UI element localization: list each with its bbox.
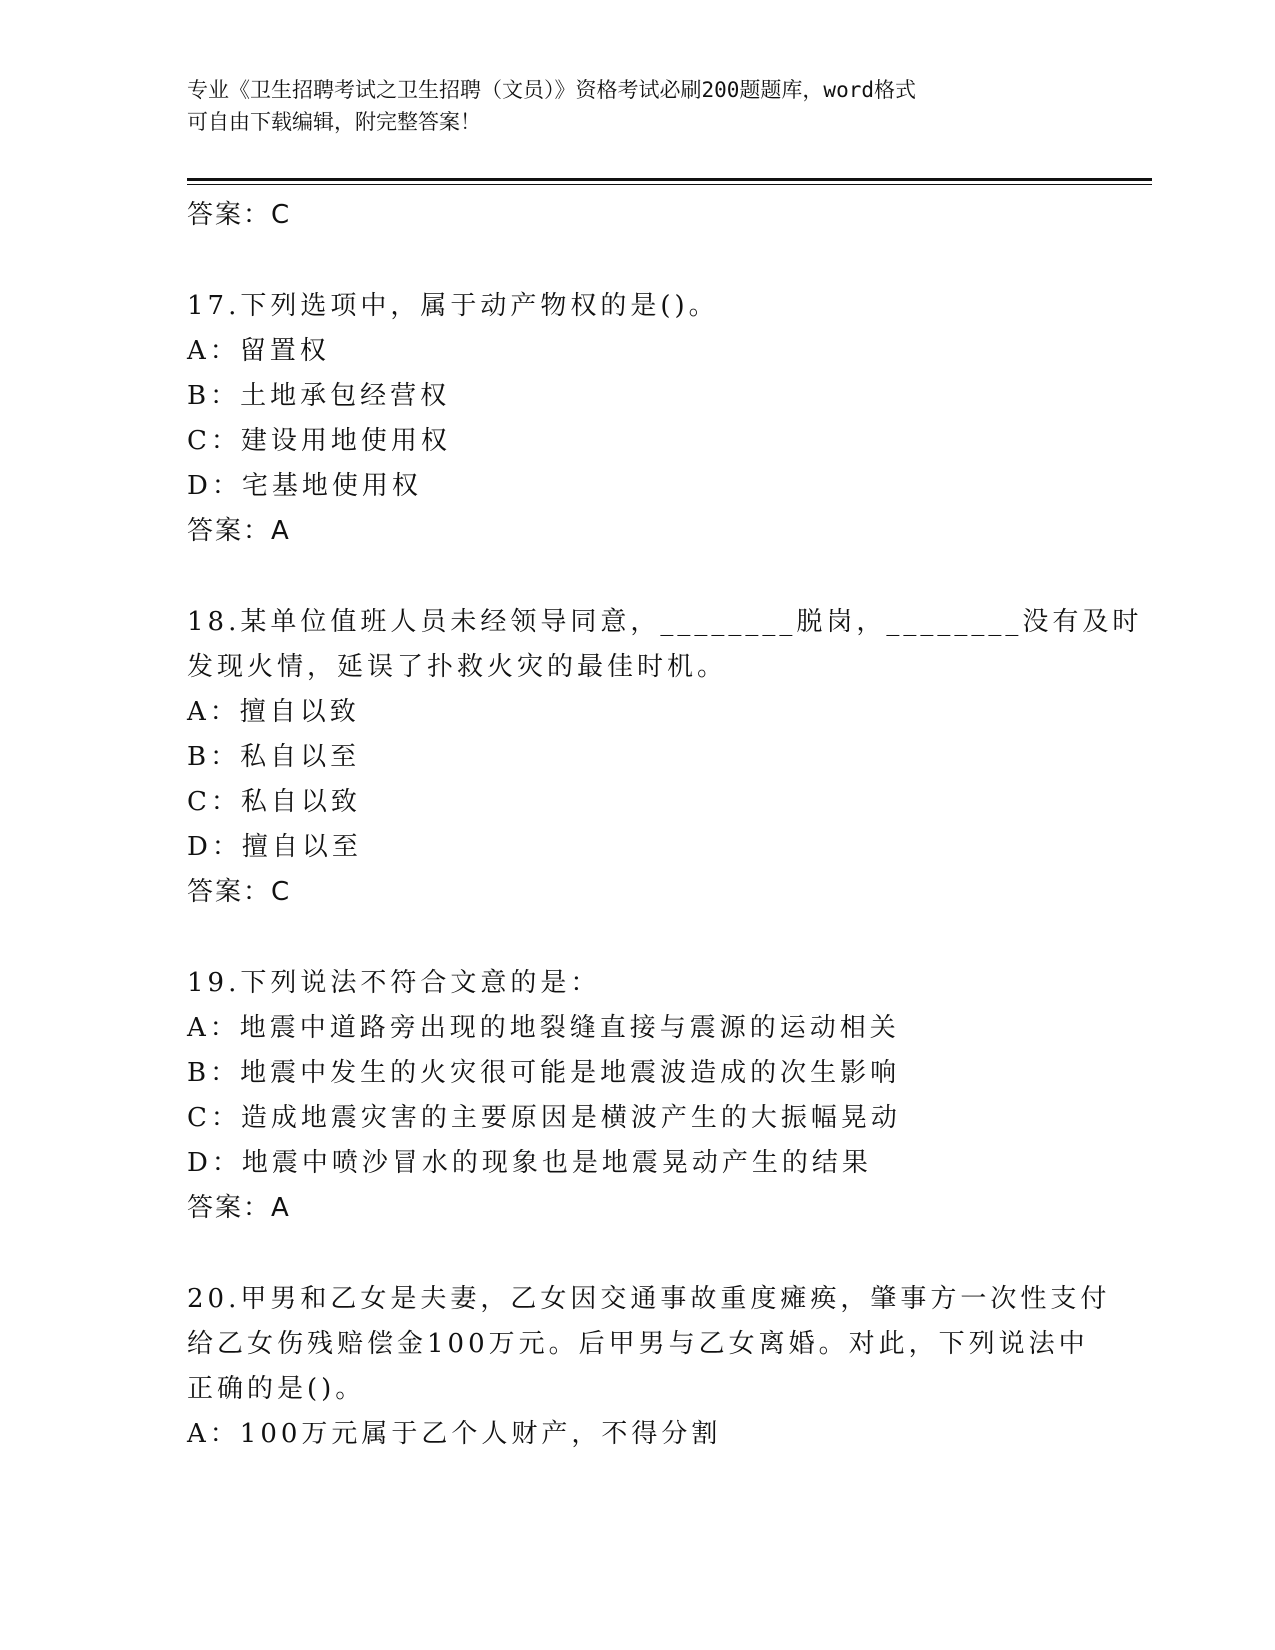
option-b: B：私自以至 <box>187 742 361 772</box>
question-content <box>187 193 1143 1457</box>
spacer <box>187 238 1087 284</box>
option-a: A：擅自以致 <box>187 697 360 727</box>
question-text: 给乙女伤残赔偿金100万元。后甲男与乙女离婚。对此，下列说法中 <box>187 1329 1089 1359</box>
option-b: B：土地承包经营权 <box>187 381 451 411</box>
option-c: C：造成地震灾害的主要原因是横波产生的大振幅晃动 <box>187 1103 901 1133</box>
answer-line: 答案：A <box>187 516 291 546</box>
question-18 <box>187 600 1143 915</box>
document-header <box>187 74 1067 138</box>
question-17 <box>187 284 1087 554</box>
header-divider-thick <box>187 178 1152 181</box>
option-a: A：留置权 <box>187 336 330 366</box>
header-line-2: 可自由下载编辑，附完整答案！ <box>187 110 481 134</box>
question-text: 19.下列说法不符合文意的是： <box>187 968 601 998</box>
question-text: 17.下列选项中，属于动产物权的是()。 <box>187 291 719 321</box>
option-a: A：100万元属于乙个人财产，不得分割 <box>187 1419 722 1449</box>
option-d: D：宅基地使用权 <box>187 471 422 501</box>
question-text: 20.甲男和乙女是夫妻，乙女因交通事故重度瘫痪，肇事方一次性支付 <box>187 1284 1111 1314</box>
header-line-1: 专业《卫生招聘考试之卫生招聘（文员）》资格考试必刷200题题库，word格式 <box>187 78 916 102</box>
option-d: D：擅自以至 <box>187 832 362 862</box>
spacer <box>187 1231 1087 1277</box>
question-text: 发现火情，延误了扑救火灾的最佳时机。 <box>187 652 728 682</box>
question-19 <box>187 961 1087 1231</box>
option-c: C：建设用地使用权 <box>187 426 451 456</box>
answer-line: 答案：C <box>187 877 292 907</box>
option-d: D：地震中喷沙冒水的现象也是地震晃动产生的结果 <box>187 1148 872 1178</box>
spacer <box>187 554 1087 600</box>
answer-line: 答案：C <box>187 200 292 230</box>
answer-line: 答案：A <box>187 1193 291 1223</box>
option-b: B：地震中发生的火灾很可能是地震波造成的次生影响 <box>187 1058 901 1088</box>
header-divider-thin <box>187 184 1152 185</box>
question-20 <box>187 1277 1111 1457</box>
option-c: C：私自以致 <box>187 787 361 817</box>
spacer <box>187 915 1087 961</box>
question-text: 18.某单位值班人员未经领导同意，________脱岗，________没有及时 <box>187 607 1143 637</box>
question-text: 正确的是()。 <box>187 1374 366 1404</box>
option-a: A：地震中道路旁出现的地裂缝直接与震源的运动相关 <box>187 1013 900 1043</box>
